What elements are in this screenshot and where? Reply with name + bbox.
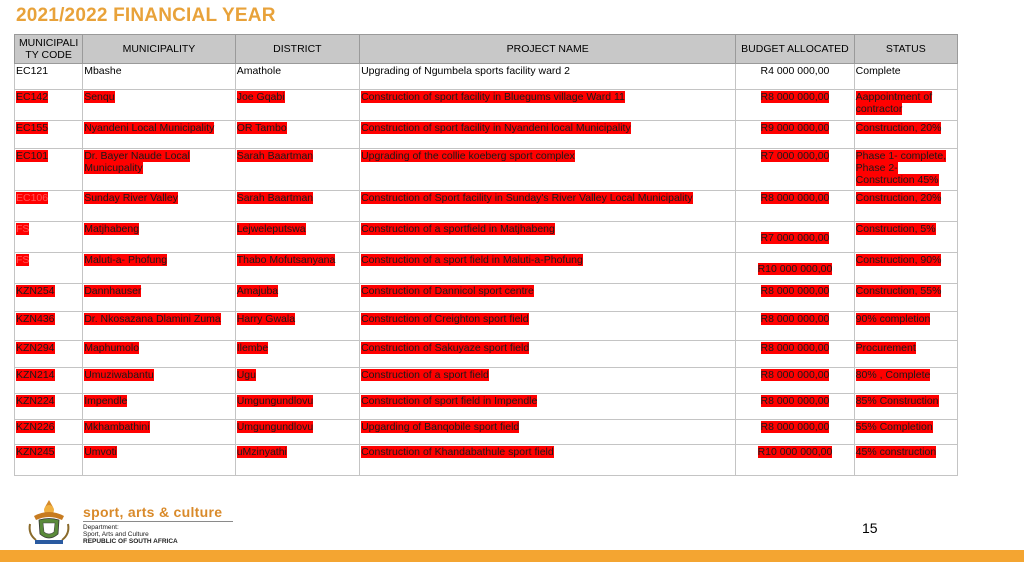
municipality-value: Sunday River Valley	[84, 192, 178, 204]
project-value: Construction of Creighton sport field	[361, 313, 529, 325]
cell-municipality	[83, 341, 235, 368]
cell-status	[854, 394, 957, 420]
cell-project	[360, 191, 736, 222]
cell-status	[854, 121, 957, 149]
cell-district	[235, 445, 359, 476]
header-project: PROJECT NAME	[360, 35, 736, 64]
cell-budget	[736, 149, 854, 191]
table-row	[15, 341, 958, 368]
code-value: FS	[16, 223, 30, 235]
cell-district	[235, 312, 359, 341]
cell-district	[235, 90, 359, 121]
cell-code	[15, 394, 83, 420]
project-value: Construction of sport facility in Bluegums village Ward 11	[361, 91, 625, 103]
cell-status	[854, 341, 957, 368]
municipality-value: Impendle	[84, 395, 128, 407]
cell-budget	[736, 90, 854, 121]
table-row	[15, 191, 958, 222]
status-value: Construction, 55%	[855, 285, 942, 297]
code-value: EC121	[16, 65, 49, 77]
cell-code	[15, 64, 83, 90]
cell-municipality	[83, 253, 235, 284]
cell-district	[235, 284, 359, 312]
budget-value: R8 000 000,00	[760, 192, 830, 204]
district-value: Amathole	[236, 65, 282, 77]
table-row	[15, 445, 958, 476]
district-value: Joe Gqabi	[236, 91, 285, 103]
cell-budget	[736, 284, 854, 312]
cell-municipality	[83, 90, 235, 121]
municipality-value: Umvoti	[84, 446, 117, 458]
logo-divider	[83, 521, 233, 522]
cell-district	[235, 121, 359, 149]
budget-value: R8 000 000,00	[760, 91, 830, 103]
cell-project	[360, 90, 736, 121]
status-value: Construction, 20%	[855, 192, 942, 204]
cell-district	[235, 420, 359, 445]
cell-budget	[736, 368, 854, 394]
budget-value: R8 000 000,00	[760, 313, 830, 325]
cell-code	[15, 191, 83, 222]
municipality-value: Matjhabeng	[84, 223, 140, 235]
municipality-value: Maphumolo	[84, 342, 140, 354]
cell-budget	[736, 191, 854, 222]
code-value: KZN226	[16, 421, 55, 433]
header-status: STATUS	[854, 35, 957, 64]
table-header-row	[15, 35, 958, 64]
project-value: Upgrading of the collie koeberg sport complex	[361, 150, 575, 162]
cell-status	[854, 191, 957, 222]
table-row	[15, 368, 958, 394]
budget-value: R10 000 000,00	[757, 263, 833, 275]
cell-district	[235, 149, 359, 191]
code-value: KZN224	[16, 395, 55, 407]
district-value: Lejweleputswa	[236, 223, 306, 235]
status-value: 55% Completion	[855, 421, 933, 433]
cell-municipality	[83, 394, 235, 420]
code-value: KZN254	[16, 285, 55, 297]
table-row	[15, 394, 958, 420]
code-value: KZN294	[16, 342, 55, 354]
project-value: Upgrading of Ngumbela sports facility ward 2	[361, 65, 571, 77]
cell-budget	[736, 420, 854, 445]
district-value: Thabo Mofutsanyana	[236, 254, 336, 266]
cell-budget	[736, 341, 854, 368]
status-value: 80% , Complete	[855, 369, 931, 381]
status-value: Construction, 20%	[855, 122, 942, 134]
cell-status	[854, 222, 957, 253]
cell-municipality	[83, 191, 235, 222]
code-value: KZN245	[16, 446, 55, 458]
municipality-value: Senqu	[84, 91, 115, 103]
municipality-value: Nyandeni Local Municipality	[84, 122, 215, 134]
cell-budget	[736, 445, 854, 476]
code-value: KZN436	[16, 313, 55, 325]
municipality-value: Dannhauser	[84, 285, 142, 297]
cell-district	[235, 64, 359, 90]
district-value: Amajuba	[236, 285, 279, 297]
status-value: Complete	[855, 65, 901, 77]
header-budget: BUDGET ALLOCATED	[736, 35, 854, 64]
status-value: Procurement	[855, 342, 916, 354]
logo-department-label: Department:	[83, 524, 119, 531]
cell-district	[235, 341, 359, 368]
budget-value: R8 000 000,00	[760, 421, 830, 433]
status-value: 45% construction	[855, 446, 937, 458]
cell-project	[360, 64, 736, 90]
code-value: EC155	[16, 122, 49, 134]
cell-budget	[736, 253, 854, 284]
cell-status	[854, 312, 957, 341]
municipality-value: Umuziwabantu	[84, 369, 154, 381]
municipality-value: Maluti-a- Phofung	[84, 254, 168, 266]
cell-municipality	[83, 420, 235, 445]
header-municipality: MUNICIPALITY	[83, 35, 235, 64]
cell-municipality	[83, 312, 235, 341]
table-row	[15, 90, 958, 121]
cell-code	[15, 341, 83, 368]
table-row	[15, 284, 958, 312]
cell-district	[235, 191, 359, 222]
project-value: Construction of a sport field in Maluti-a-Phofung	[361, 254, 583, 266]
cell-district	[235, 368, 359, 394]
coat-of-arms-icon	[26, 498, 72, 546]
cell-project	[360, 222, 736, 253]
cell-district	[235, 394, 359, 420]
budget-value: R8 000 000,00	[760, 285, 830, 297]
status-value: Aappointment of contractor	[855, 91, 933, 115]
project-value: Construction of a sport field	[361, 369, 489, 381]
project-value: Construction of Sport facility in Sunday's River Valley Local Municipality	[361, 192, 693, 204]
status-value: 85% Construction	[855, 395, 939, 407]
cell-municipality	[83, 445, 235, 476]
cell-code	[15, 90, 83, 121]
project-value: Construction of Dannicol sport centre	[361, 285, 534, 297]
cell-budget	[736, 222, 854, 253]
budget-value: R7 000 000,00	[760, 150, 830, 162]
cell-status	[854, 368, 957, 394]
cell-status	[854, 284, 957, 312]
cell-district	[235, 253, 359, 284]
district-value: OR Tambo	[236, 122, 287, 134]
table-row	[15, 312, 958, 341]
cell-municipality	[83, 222, 235, 253]
status-value: Construction, 90%	[855, 254, 942, 266]
cell-code	[15, 420, 83, 445]
project-value: Construction of sport facility in Nyandeni local Municipality	[361, 122, 631, 134]
budget-value: R4 000 000,00	[760, 65, 830, 77]
district-value: Sarah Baartman	[236, 192, 314, 204]
code-value: EC142	[16, 91, 49, 103]
budget-value: R8 000 000,00	[760, 342, 830, 354]
district-value: Umgungundlovu	[236, 395, 314, 407]
cell-municipality	[83, 121, 235, 149]
cell-municipality	[83, 149, 235, 191]
cell-municipality	[83, 64, 235, 90]
cell-status	[854, 445, 957, 476]
status-value: Phase 1- complete, Phase 2- Construction 45%	[855, 150, 947, 186]
project-value: Construction of Khandabathule sport field	[361, 446, 554, 458]
cell-status	[854, 90, 957, 121]
table-row	[15, 420, 958, 445]
district-value: Ilembe	[236, 342, 269, 354]
cell-code	[15, 253, 83, 284]
cell-project	[360, 420, 736, 445]
cell-project	[360, 341, 736, 368]
table-row	[15, 253, 958, 284]
cell-status	[854, 64, 957, 90]
table-row	[15, 149, 958, 191]
cell-district	[235, 222, 359, 253]
logo-title: sport, arts & culture	[83, 504, 223, 520]
page-number: 15	[862, 520, 878, 536]
municipality-value: Dr. Nkosazana Dlamini Zuma	[84, 313, 221, 325]
cell-budget	[736, 64, 854, 90]
district-value: uMzinyathi	[236, 446, 287, 458]
cell-project	[360, 394, 736, 420]
cell-project	[360, 284, 736, 312]
cell-project	[360, 312, 736, 341]
municipality-value: Mbashe	[84, 65, 122, 77]
department-logo	[26, 498, 72, 551]
projects-table	[14, 34, 958, 476]
project-value: Construction of sport field in Impendle	[361, 395, 538, 407]
cell-code	[15, 368, 83, 394]
project-value: Construction of a sportfield in Matjhabeng	[361, 223, 555, 235]
code-value: EC101	[16, 150, 49, 162]
cell-project	[360, 121, 736, 149]
cell-code	[15, 149, 83, 191]
budget-value: R7 000 000,00	[760, 232, 830, 244]
project-value: Upgarding of Banqobile sport field	[361, 421, 520, 433]
budget-value: R10 000 000,00	[757, 446, 833, 458]
cell-code	[15, 312, 83, 341]
cell-code	[15, 284, 83, 312]
code-value: FS	[16, 254, 30, 266]
district-value: Harry Gwala	[236, 313, 296, 325]
cell-budget	[736, 312, 854, 341]
cell-status	[854, 253, 957, 284]
budget-value: R8 000 000,00	[760, 395, 830, 407]
cell-budget	[736, 121, 854, 149]
cell-status	[854, 420, 957, 445]
municipality-value: Dr. Bayer Naude Local Municupality	[84, 150, 190, 174]
cell-code	[15, 445, 83, 476]
cell-municipality	[83, 368, 235, 394]
cell-project	[360, 149, 736, 191]
header-district: DISTRICT	[235, 35, 359, 64]
cell-budget	[736, 394, 854, 420]
status-value: Construction, 5%	[855, 223, 936, 235]
budget-value: R9 000 000,00	[760, 122, 830, 134]
district-value: Sarah Baartman	[236, 150, 314, 162]
cell-project	[360, 253, 736, 284]
status-value: 90% completion	[855, 313, 931, 325]
project-value: Construction of Sakuyaze sport field	[361, 342, 530, 354]
cell-project	[360, 368, 736, 394]
table-row	[15, 222, 958, 253]
district-value: Umgungundlovu	[236, 421, 314, 433]
cell-code	[15, 121, 83, 149]
logo-country: REPUBLIC OF SOUTH AFRICA	[83, 538, 178, 545]
district-value: Ugu	[236, 369, 256, 381]
cell-municipality	[83, 284, 235, 312]
logo-department-name: Sport, Arts and Culture	[83, 531, 149, 538]
header-code: MUNICIPALI TY CODE	[15, 35, 83, 64]
cell-status	[854, 149, 957, 191]
cell-project	[360, 445, 736, 476]
footer-bar	[0, 550, 1024, 562]
cell-code	[15, 222, 83, 253]
budget-value: R8 000 000,00	[760, 369, 830, 381]
municipality-value: Mkhambathini	[84, 421, 150, 433]
page-title: 2021/2022 FINANCIAL YEAR	[16, 5, 276, 26]
table-row	[15, 64, 958, 90]
table-row	[15, 121, 958, 149]
code-value: KZN214	[16, 369, 55, 381]
code-value: EC106	[16, 192, 49, 204]
